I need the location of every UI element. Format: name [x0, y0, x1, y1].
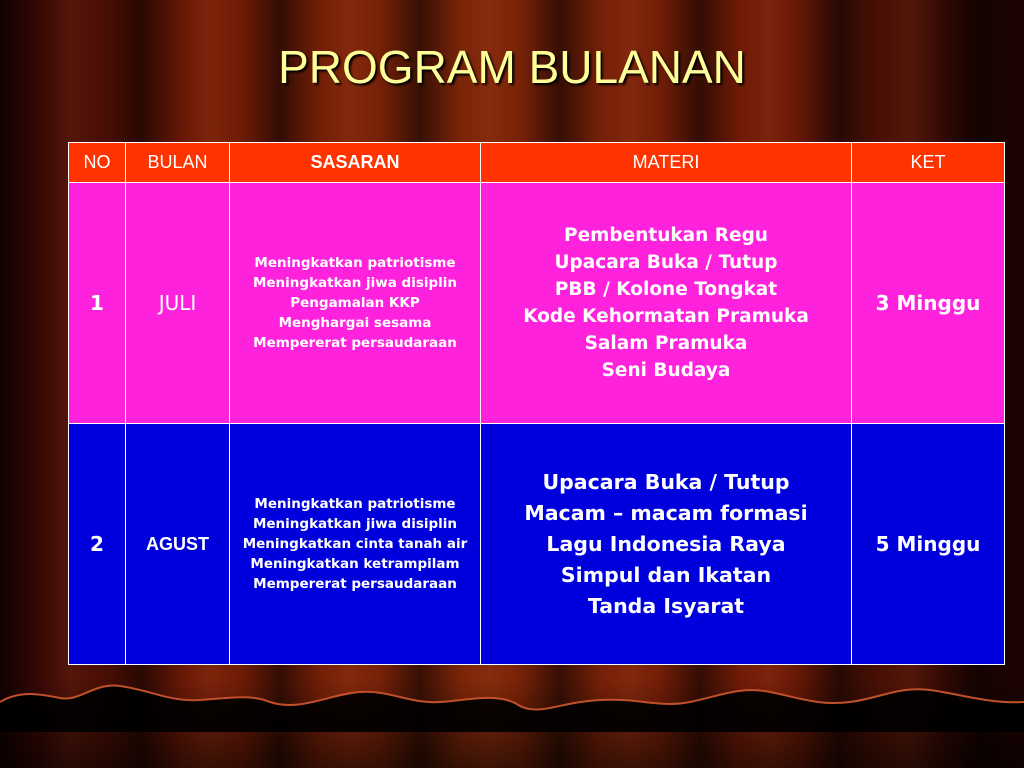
cell-no: 2	[69, 424, 126, 665]
sasaran-item: Meningkatkan patriotisme	[254, 496, 456, 512]
sasaran-item: Meningkatkan ketrampilam	[250, 556, 460, 572]
materi-item: Upacara Buka / Tutup	[542, 469, 790, 494]
header-ket	[852, 143, 1005, 183]
materi-item: Tanda Isyarat	[587, 593, 745, 618]
materi-item: Macam – macam formasi	[524, 500, 808, 525]
sasaran-item: Meningkatkan jiwa disiplin	[252, 516, 458, 532]
cell-ket: 5 Minggu	[852, 424, 1005, 665]
sasaran-item: Mempererat persaudaraan	[253, 576, 457, 592]
materi-item: Upacara Buka / Tutup	[554, 252, 778, 273]
header-no-label: NO	[83, 152, 111, 172]
materi-item: Lagu Indonesia Raya	[546, 531, 786, 556]
curtain-fringe	[0, 672, 1024, 732]
cell-sasaran	[230, 183, 481, 424]
slide-title: PROGRAM BULANAN	[278, 41, 746, 93]
cell-materi	[481, 424, 852, 665]
header-ket-label: KET	[910, 152, 946, 172]
materi-item: Salam Pramuka	[584, 333, 748, 354]
sasaran-item: Meningkatkan jiwa disiplin	[252, 275, 458, 291]
cell-bulan: JULI	[126, 183, 230, 424]
table-header-row	[69, 143, 1005, 183]
header-bulan-label: BULAN	[147, 152, 208, 172]
header-materi-label: MATERI	[632, 152, 700, 172]
materi-item: PBB / Kolone Tongkat	[554, 279, 778, 300]
header-sasaran	[230, 143, 481, 183]
header-sasaran-label: SASARAN	[310, 152, 400, 172]
sasaran-item: Meningkatkan patriotisme	[254, 255, 456, 271]
sasaran-item: Menghargai sesama	[278, 315, 432, 331]
materi-item: Simpul dan Ikatan	[560, 562, 772, 587]
cell-ket: 3 Minggu	[852, 183, 1005, 424]
header-bulan	[126, 143, 230, 183]
cell-sasaran	[230, 424, 481, 665]
table-row	[69, 183, 1005, 424]
sasaran-item: Pengamalan KKP	[290, 295, 420, 311]
cell-bulan: AGUST	[126, 424, 230, 665]
header-materi	[481, 143, 852, 183]
header-no	[69, 143, 126, 183]
sasaran-item: Meningkatkan cinta tanah air	[242, 536, 468, 552]
cell-no: 1	[69, 183, 126, 424]
materi-item: Kode Kehormatan Pramuka	[523, 306, 809, 327]
table-row	[69, 424, 1005, 665]
materi-item: Seni Budaya	[601, 360, 731, 381]
program-table	[68, 142, 1005, 665]
cell-materi	[481, 183, 852, 424]
materi-item: Pembentukan Regu	[564, 225, 768, 246]
sasaran-item: Mempererat persaudaraan	[253, 335, 457, 351]
